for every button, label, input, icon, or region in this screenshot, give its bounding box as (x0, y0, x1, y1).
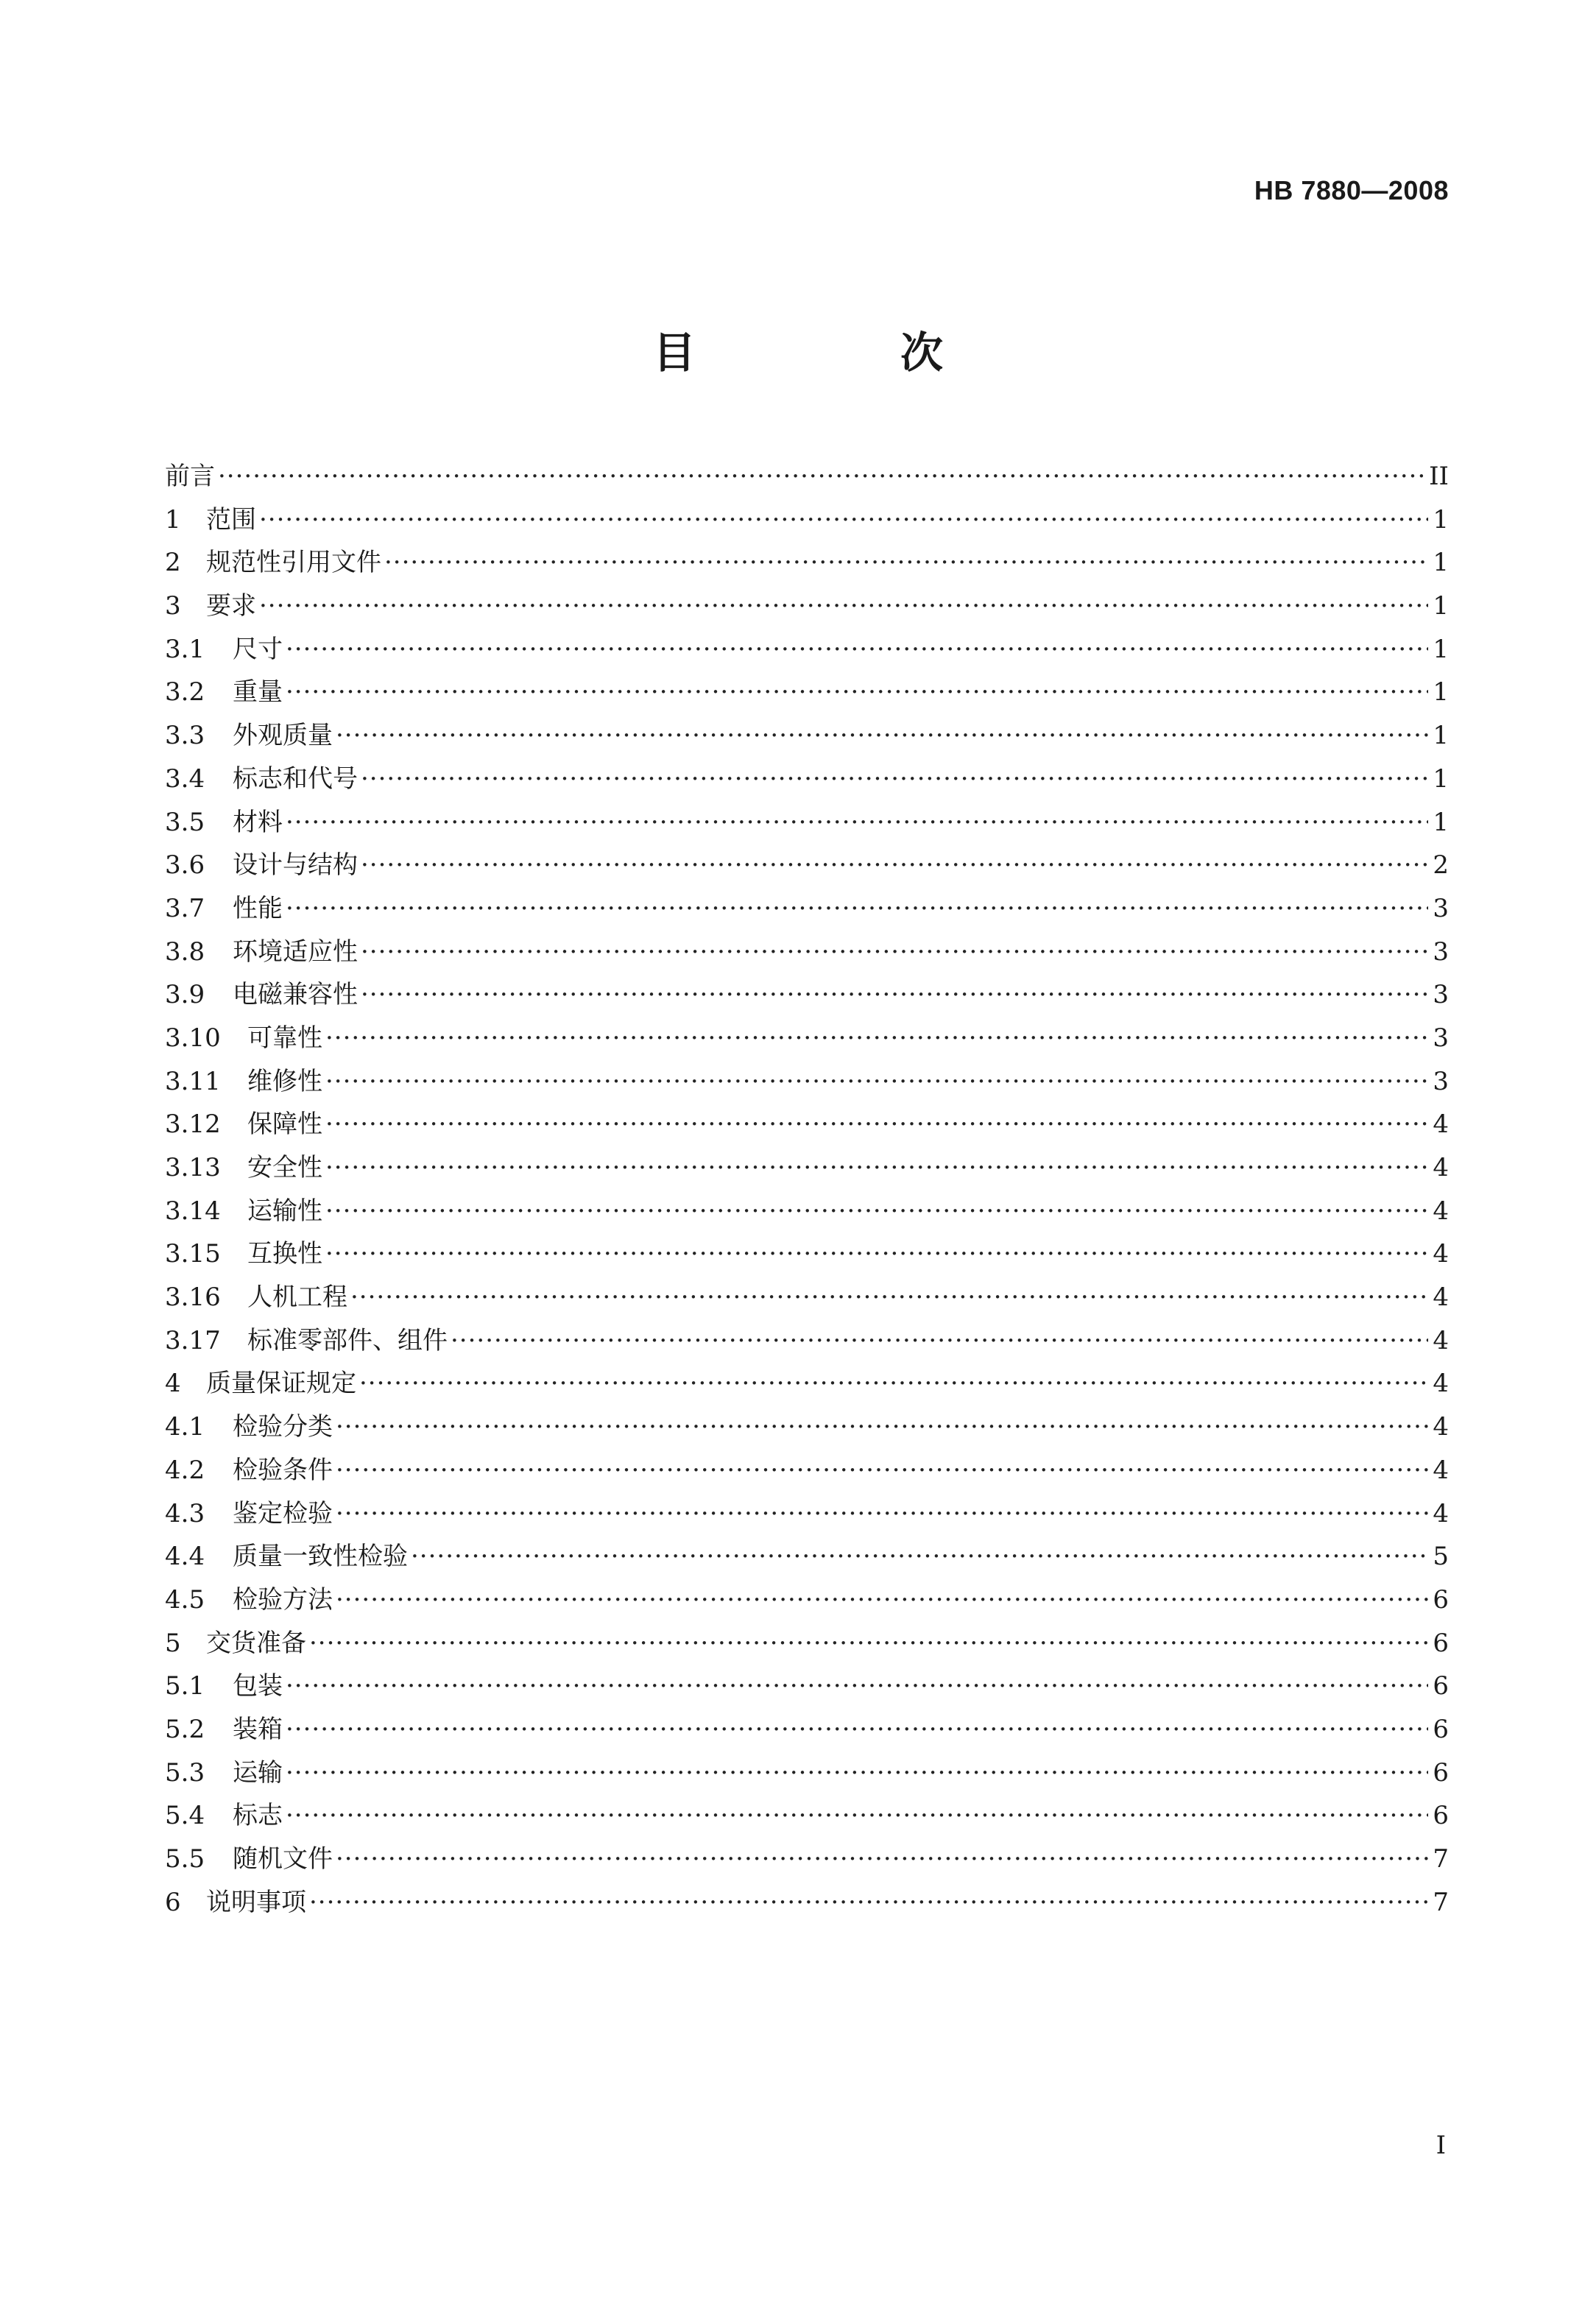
toc-dot-leader (325, 1232, 1428, 1276)
toc-dot-leader (259, 585, 1428, 628)
toc-entry[interactable] (165, 844, 1449, 887)
toc-entry-label: 运输 (233, 1757, 283, 1788)
toc-entry-label: 保障性 (247, 1110, 322, 1140)
toc-entry-number: 3.7 (165, 893, 205, 923)
toc-entry-label: 外观质量 (233, 721, 333, 751)
toc-entry[interactable] (165, 1103, 1449, 1146)
toc-entry-page: 1 (1433, 591, 1449, 621)
toc-dot-leader (361, 973, 1428, 1017)
toc-entry[interactable] (165, 541, 1449, 585)
toc-entry-page: 1 (1433, 504, 1449, 535)
toc-entry[interactable] (165, 1276, 1449, 1319)
toc-entry-label: 设计与结构 (233, 850, 358, 881)
toc-entry[interactable] (165, 1146, 1449, 1190)
toc-dot-leader (309, 1881, 1428, 1925)
toc-dot-leader (259, 498, 1428, 542)
toc-entry-label: 范围 (206, 504, 256, 535)
toc-entry-label: 互换性 (247, 1239, 322, 1269)
toc-entry-number: 3.11 (165, 1066, 221, 1096)
toc-dot-leader (325, 1103, 1428, 1146)
toc-entry-label: 人机工程 (247, 1283, 347, 1313)
toc-entry-number: 5.2 (165, 1714, 205, 1744)
toc-entry-page: 7 (1433, 1844, 1449, 1874)
toc-entry-number: 3.16 (165, 1283, 221, 1313)
toc-entry[interactable] (165, 628, 1449, 671)
toc-entry-page: 4 (1433, 1455, 1449, 1485)
toc-dot-leader (286, 1794, 1428, 1838)
toc-entry-page: 6 (1433, 1671, 1449, 1701)
toc-entry[interactable] (165, 1838, 1449, 1881)
toc-entry-page: 4 (1433, 1283, 1449, 1313)
toc-entry[interactable] (165, 1622, 1449, 1665)
toc-entry[interactable] (165, 1405, 1449, 1449)
toc-dot-leader (286, 887, 1428, 931)
toc-entry[interactable] (165, 973, 1449, 1017)
toc-dot-leader (218, 455, 1426, 498)
toc-entry-label: 可靠性 (247, 1023, 322, 1053)
toc-entry-number: 5.1 (165, 1671, 205, 1701)
toc-entry[interactable] (165, 714, 1449, 758)
toc-entry-page: 4 (1433, 1110, 1449, 1140)
toc-entry-number: 3.14 (165, 1196, 221, 1226)
toc-entry[interactable] (165, 887, 1449, 931)
toc-dot-leader (336, 1838, 1428, 1881)
toc-entry[interactable] (165, 1535, 1449, 1578)
toc-dot-leader (286, 628, 1428, 671)
toc-entry-page: 1 (1433, 721, 1449, 751)
toc-entry-page: 4 (1433, 1239, 1449, 1269)
toc-dot-leader (286, 1708, 1428, 1752)
toc-entry-page: 3 (1433, 1066, 1449, 1096)
toc-dot-leader (309, 1622, 1428, 1665)
table-of-contents (165, 455, 1449, 1924)
toc-entry-number: 3.12 (165, 1110, 221, 1140)
toc-entry-number: 4 (165, 1369, 181, 1399)
toc-entry-page: 1 (1433, 677, 1449, 708)
toc-dot-leader (286, 801, 1428, 844)
toc-entry-number: 4.2 (165, 1455, 205, 1485)
toc-entry-page: 3 (1433, 893, 1449, 923)
standard-code: HB 7880—2008 (1254, 175, 1449, 205)
toc-entry-number: 4.5 (165, 1584, 205, 1615)
toc-entry-number: 3.15 (165, 1239, 221, 1269)
toc-entry-page: 4 (1433, 1325, 1449, 1355)
toc-entry[interactable] (165, 1794, 1449, 1838)
toc-entry-label: 安全性 (247, 1153, 322, 1182)
toc-entry[interactable] (165, 585, 1449, 628)
toc-entry[interactable] (165, 1319, 1449, 1363)
toc-entry[interactable] (165, 1190, 1449, 1233)
toc-entry-label: 标志和代号 (233, 763, 358, 794)
toc-entry-label: 检验条件 (233, 1455, 333, 1485)
toc-entry-label: 随机文件 (233, 1844, 333, 1874)
toc-entry[interactable] (165, 1492, 1449, 1536)
page-title: 目 次 (652, 328, 1024, 378)
toc-entry-label: 鉴定检验 (233, 1498, 333, 1528)
toc-dot-leader (336, 1405, 1428, 1449)
toc-entry-number: 2 (165, 548, 181, 578)
toc-entry-label: 质量保证规定 (206, 1369, 356, 1399)
toc-entry-number: 4.4 (165, 1542, 205, 1572)
toc-entry-label: 质量一致性检验 (233, 1542, 408, 1572)
toc-dot-leader (384, 541, 1428, 585)
toc-dot-leader (286, 671, 1428, 714)
toc-entry-label: 环境适应性 (233, 936, 358, 967)
toc-entry-number: 4.1 (165, 1412, 205, 1442)
toc-dot-leader (336, 1449, 1428, 1492)
toc-dot-leader (325, 1146, 1428, 1190)
toc-dot-leader (286, 1665, 1428, 1708)
toc-entry-label: 电磁兼容性 (233, 980, 358, 1010)
toc-entry-page: 1 (1433, 807, 1449, 837)
toc-entry-label: 材料 (233, 807, 283, 837)
toc-entry[interactable] (165, 1881, 1449, 1925)
toc-entry-page: 4 (1433, 1153, 1449, 1182)
toc-dot-leader (286, 1752, 1428, 1795)
toc-entry-page: 7 (1433, 1887, 1449, 1917)
toc-entry-number: 5 (165, 1628, 181, 1658)
toc-dot-leader (411, 1535, 1428, 1578)
toc-dot-leader (336, 1492, 1428, 1536)
toc-entry-number: 3.10 (165, 1023, 221, 1053)
toc-entry-number: 3.5 (165, 807, 205, 837)
toc-entry-label: 包装 (233, 1671, 283, 1701)
toc-dot-leader (361, 931, 1428, 974)
toc-entry[interactable] (165, 1752, 1449, 1795)
toc-entry-page: 5 (1433, 1542, 1449, 1572)
toc-entry-page: 1 (1433, 634, 1449, 664)
toc-entry-label: 运输性 (247, 1196, 322, 1226)
toc-entry-label: 要求 (206, 591, 256, 621)
toc-entry-label: 标志 (233, 1801, 283, 1831)
toc-entry[interactable] (165, 1449, 1449, 1492)
toc-entry[interactable] (165, 1060, 1449, 1104)
toc-entry[interactable] (165, 1708, 1449, 1752)
toc-dot-leader (325, 1060, 1428, 1104)
toc-entry[interactable] (165, 758, 1449, 801)
toc-entry-number: 1 (165, 504, 181, 535)
toc-entry-number: 3.6 (165, 850, 205, 881)
toc-entry-page: 6 (1433, 1714, 1449, 1744)
toc-entry-page: 4 (1433, 1498, 1449, 1528)
page-number: I (1436, 2131, 1446, 2160)
toc-entry-page: 4 (1433, 1412, 1449, 1442)
toc-dot-leader (350, 1276, 1428, 1319)
toc-entry[interactable] (165, 671, 1449, 714)
toc-entry[interactable] (165, 498, 1449, 542)
toc-entry-number: 3.3 (165, 721, 205, 751)
toc-entry-number: 4.3 (165, 1498, 205, 1528)
toc-entry-number: 5.5 (165, 1844, 205, 1874)
toc-entry-label: 检验方法 (233, 1584, 333, 1615)
toc-dot-leader (336, 1578, 1428, 1622)
toc-dot-leader (325, 1017, 1428, 1060)
toc-entry-label: 规范性引用文件 (206, 548, 381, 578)
toc-entry-number: 3.8 (165, 936, 205, 967)
toc-dot-leader (325, 1190, 1428, 1233)
toc-entry[interactable] (165, 1017, 1449, 1060)
toc-entry-page: 3 (1433, 1023, 1449, 1053)
toc-entry-number: 3.13 (165, 1153, 221, 1182)
toc-dot-leader (361, 844, 1428, 887)
toc-entry-label: 尺寸 (233, 634, 283, 664)
toc-entry[interactable] (165, 931, 1449, 974)
toc-entry-label: 重量 (233, 677, 283, 708)
toc-entry-page: 4 (1433, 1196, 1449, 1226)
toc-entry-number: 3.4 (165, 763, 205, 794)
toc-entry[interactable] (165, 455, 1449, 498)
toc-entry[interactable] (165, 1362, 1449, 1405)
toc-entry-label: 维修性 (247, 1066, 322, 1096)
toc-entry-page: 4 (1433, 1369, 1449, 1399)
toc-entry-page: 3 (1433, 936, 1449, 967)
toc-entry-number: 3 (165, 591, 181, 621)
toc-dot-leader (361, 758, 1428, 801)
toc-entry-label: 说明事项 (206, 1887, 306, 1917)
toc-entry[interactable] (165, 1665, 1449, 1708)
toc-entry-number: 3.17 (165, 1325, 221, 1355)
toc-entry[interactable] (165, 801, 1449, 844)
toc-entry-number: 5.3 (165, 1757, 205, 1788)
toc-entry-page: 6 (1433, 1801, 1449, 1831)
toc-entry-page: 3 (1433, 980, 1449, 1010)
toc-entry-label: 交货准备 (206, 1628, 306, 1658)
toc-entry-label: 装箱 (233, 1714, 283, 1744)
toc-entry-page: 2 (1433, 850, 1449, 881)
toc-entry-number: 3.9 (165, 980, 205, 1010)
toc-entry-page: II (1429, 462, 1449, 491)
toc-dot-leader (336, 714, 1428, 758)
toc-entry-number: 3.1 (165, 634, 205, 664)
toc-entry-number: 6 (165, 1887, 181, 1917)
toc-entry-page: 1 (1433, 763, 1449, 794)
toc-dot-leader (359, 1362, 1428, 1405)
toc-entry-page: 6 (1433, 1584, 1449, 1615)
toc-entry-number: 5.4 (165, 1801, 205, 1831)
toc-entry-page: 6 (1433, 1628, 1449, 1658)
toc-entry[interactable] (165, 1578, 1449, 1622)
toc-entry-page: 6 (1433, 1757, 1449, 1788)
toc-entry-label: 标准零部件、组件 (247, 1325, 448, 1355)
toc-entry-label: 检验分类 (233, 1412, 333, 1442)
toc-entry[interactable] (165, 1232, 1449, 1276)
toc-entry-page: 1 (1433, 548, 1449, 578)
toc-entry-label: 前言 (165, 462, 215, 491)
toc-dot-leader (451, 1319, 1428, 1363)
toc-entry-label: 性能 (233, 893, 283, 923)
toc-entry-number: 3.2 (165, 677, 205, 708)
